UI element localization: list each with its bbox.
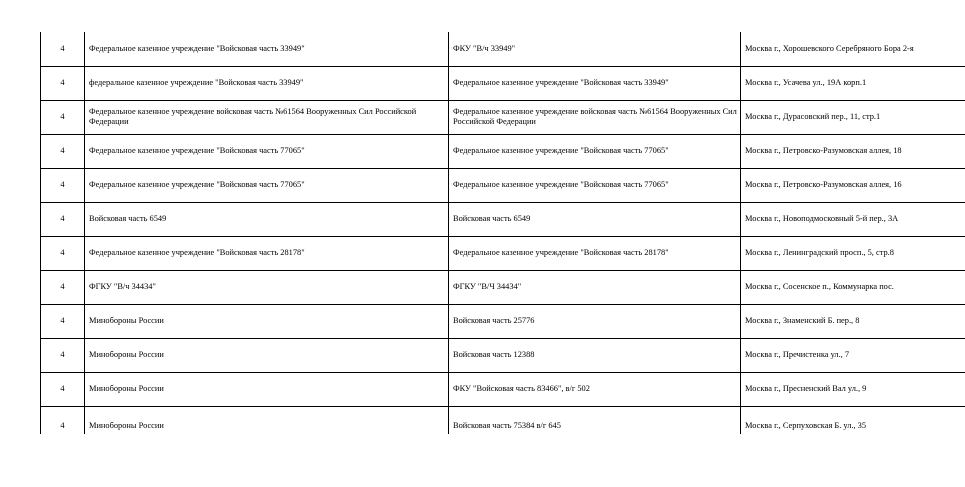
address-cell: Москва г., Дурасовский пер., 11, стр.1 bbox=[741, 100, 965, 134]
table-row bbox=[41, 406, 965, 434]
table-row bbox=[41, 168, 965, 202]
short-name-cell: Войсковая часть 12388 bbox=[449, 338, 741, 372]
short-name-cell: Федеральное казенное учреждение войсковая часть №61564 Вооруженных Сил Российской Федерации bbox=[449, 100, 741, 134]
row-number-cell: 4 bbox=[41, 372, 85, 406]
short-name-cell: Войсковая часть 6549 bbox=[449, 202, 741, 236]
units-table bbox=[40, 32, 965, 434]
table-row bbox=[41, 338, 965, 372]
organization-cell: Минобороны России bbox=[85, 406, 449, 434]
table-row bbox=[41, 32, 965, 66]
organization-cell: федеральное казенное учреждение "Войсковая часть 33949" bbox=[85, 66, 449, 100]
short-name-cell: Войсковая часть 25776 bbox=[449, 304, 741, 338]
table-row bbox=[41, 270, 965, 304]
address-cell: Москва г., Петровско-Разумовская аллея, 16 bbox=[741, 168, 965, 202]
row-number-cell: 4 bbox=[41, 406, 85, 434]
organization-cell: Войсковая часть 6549 bbox=[85, 202, 449, 236]
address-cell: Москва г., Пречистенка ул., 7 bbox=[741, 338, 965, 372]
row-number-cell: 4 bbox=[41, 202, 85, 236]
table-row bbox=[41, 236, 965, 270]
organization-cell: Минобороны России bbox=[85, 338, 449, 372]
organization-cell: Федеральное казенное учреждение "Войсковая часть 28178" bbox=[85, 236, 449, 270]
organization-cell: ФГКУ "В/ч 34434" bbox=[85, 270, 449, 304]
row-number-cell: 4 bbox=[41, 236, 85, 270]
table-row bbox=[41, 100, 965, 134]
table-row bbox=[41, 372, 965, 406]
short-name-cell: Войсковая часть 75384 в/г 645 bbox=[449, 406, 741, 434]
organization-cell: Минобороны России bbox=[85, 372, 449, 406]
row-number-cell: 4 bbox=[41, 134, 85, 168]
table-row bbox=[41, 66, 965, 100]
short-name-cell: Федеральное казенное учреждение "Войсковая часть 77065" bbox=[449, 134, 741, 168]
row-number-cell: 4 bbox=[41, 338, 85, 372]
organization-cell: Федеральное казенное учреждение "Войсковая часть 33949" bbox=[85, 32, 449, 66]
short-name-cell: ФГКУ "В/Ч 34434" bbox=[449, 270, 741, 304]
table-body bbox=[41, 32, 965, 434]
address-cell: Москва г., Серпуховская Б. ул., 35 bbox=[741, 406, 965, 434]
address-cell: Москва г., Сосенское п., Коммунарка пос. bbox=[741, 270, 965, 304]
row-number-cell: 4 bbox=[41, 66, 85, 100]
organization-cell: Федеральное казенное учреждение войсковая часть №61564 Вооруженных Сил Российской Федерации bbox=[85, 100, 449, 134]
short-name-cell: Федеральное казенное учреждение "Войсковая часть 33949" bbox=[449, 66, 741, 100]
address-cell: Москва г., Пресненский Вал ул., 9 bbox=[741, 372, 965, 406]
row-number-cell: 4 bbox=[41, 32, 85, 66]
short-name-cell: Федеральное казенное учреждение "Войсковая часть 77065" bbox=[449, 168, 741, 202]
row-number-cell: 4 bbox=[41, 168, 85, 202]
table-row bbox=[41, 304, 965, 338]
row-number-cell: 4 bbox=[41, 270, 85, 304]
short-name-cell: ФКУ "Войсковая часть 83466", в/г 502 bbox=[449, 372, 741, 406]
address-cell: Москва г., Петровско-Разумовская аллея, 18 bbox=[741, 134, 965, 168]
organization-cell: Федеральное казенное учреждение "Войсковая часть 77065" bbox=[85, 134, 449, 168]
address-cell: Москва г., Новоподмосковный 5-й пер., 3А bbox=[741, 202, 965, 236]
organization-cell: Федеральное казенное учреждение "Войсковая часть 77065" bbox=[85, 168, 449, 202]
short-name-cell: ФКУ "В/ч 33949" bbox=[449, 32, 741, 66]
table-row bbox=[41, 134, 965, 168]
table-row bbox=[41, 202, 965, 236]
address-cell: Москва г., Ленинградский просп., 5, стр.8 bbox=[741, 236, 965, 270]
row-number-cell: 4 bbox=[41, 304, 85, 338]
short-name-cell: Федеральное казенное учреждение "Войсковая часть 28178" bbox=[449, 236, 741, 270]
address-cell: Москва г., Хорошевского Серебряного Бора 2-я bbox=[741, 32, 965, 66]
row-number-cell: 4 bbox=[41, 100, 85, 134]
address-cell: Москва г., Знаменский Б. пер., 8 bbox=[741, 304, 965, 338]
address-cell: Москва г., Усачева ул., 19А корп.1 bbox=[741, 66, 965, 100]
organization-cell: Минобороны России bbox=[85, 304, 449, 338]
